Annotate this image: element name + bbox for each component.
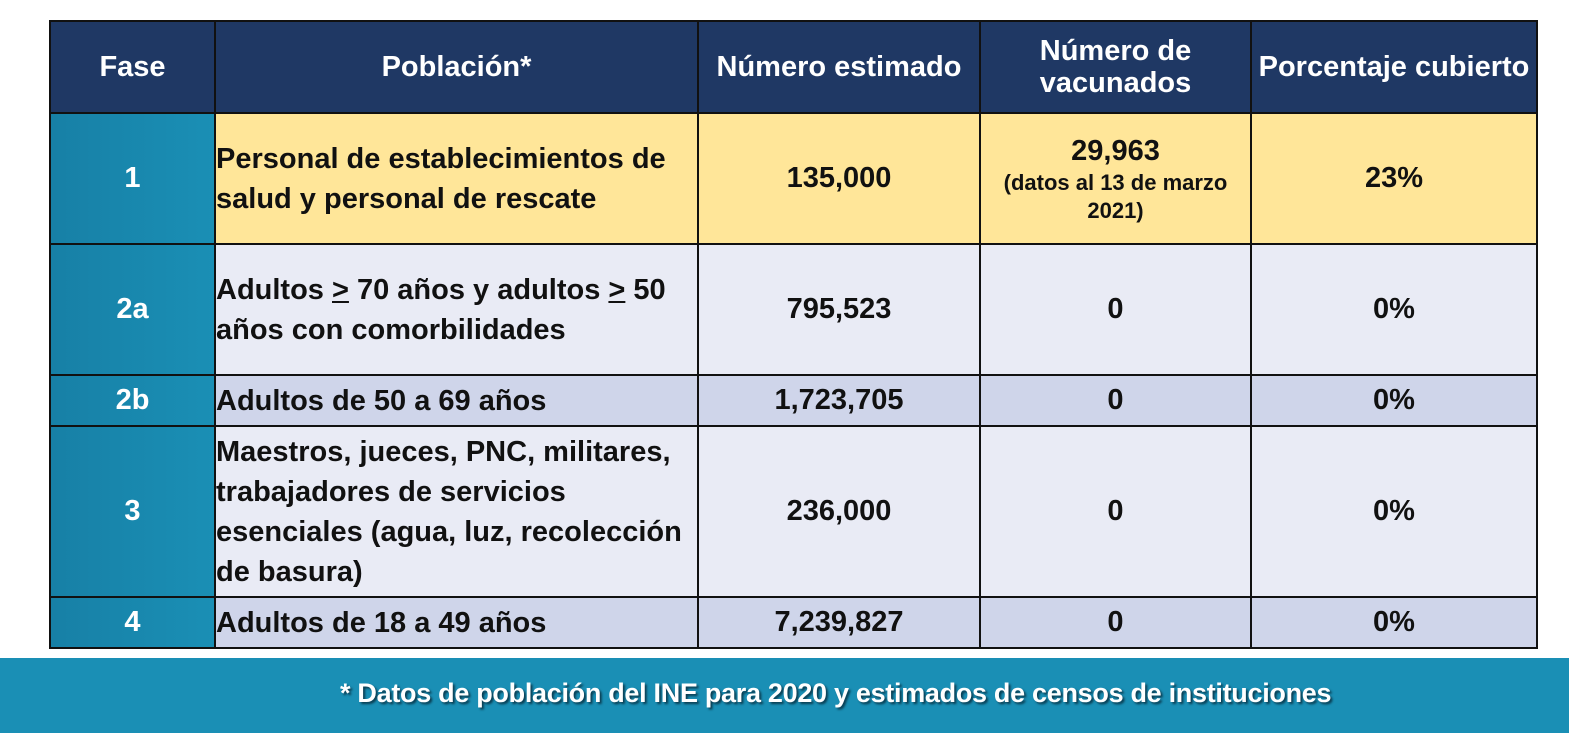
greater-equal-symbol: > bbox=[608, 273, 626, 306]
vacunados-date-note: (datos al 13 de marzo 2021) bbox=[1003, 169, 1228, 223]
header-numero-estimado: Número estimado bbox=[698, 21, 980, 113]
header-fase: Fase bbox=[50, 21, 215, 113]
vaccination-phases-table bbox=[49, 20, 1538, 649]
numero-estimado-cell: 135,000 bbox=[698, 113, 980, 244]
porcentaje-cell: 0% bbox=[1251, 597, 1537, 648]
fase-cell: 2a bbox=[50, 244, 215, 375]
fase-cell: 1 bbox=[50, 113, 215, 244]
numero-vacunados-cell bbox=[980, 113, 1251, 244]
table-row bbox=[50, 113, 1537, 244]
footer-bar bbox=[0, 658, 1569, 733]
porcentaje-cell: 23% bbox=[1251, 113, 1537, 244]
header-porcentaje-cubierto: Porcentaje cubierto bbox=[1251, 21, 1537, 113]
table-row bbox=[50, 597, 1537, 648]
vacunados-value: 29,963 bbox=[1071, 134, 1160, 167]
fase-cell: 3 bbox=[50, 426, 215, 597]
numero-vacunados-cell: 0 bbox=[980, 244, 1251, 375]
header-numero-vacunados: Número de vacunados bbox=[980, 21, 1251, 113]
porcentaje-cell: 0% bbox=[1251, 426, 1537, 597]
numero-estimado-cell: 795,523 bbox=[698, 244, 980, 375]
numero-vacunados-cell: 0 bbox=[980, 375, 1251, 426]
table-header-row bbox=[50, 21, 1537, 113]
poblacion-cell: Maestros, jueces, PNC, militares, trabajadores de servicios esenciales (agua, luz, recolección de basura) bbox=[215, 426, 698, 597]
porcentaje-cell: 0% bbox=[1251, 244, 1537, 375]
fase-cell: 4 bbox=[50, 597, 215, 648]
footer-note: * Datos de población del INE para 2020 y estimados de censos de instituciones bbox=[340, 678, 1332, 708]
table-row bbox=[50, 426, 1537, 597]
poblacion-text: 50 años con comorbilidades bbox=[216, 273, 666, 346]
poblacion-text: Adultos bbox=[216, 273, 332, 306]
porcentaje-cell: 0% bbox=[1251, 375, 1537, 426]
numero-vacunados-cell: 0 bbox=[980, 426, 1251, 597]
numero-estimado-cell: 236,000 bbox=[698, 426, 980, 597]
table-row bbox=[50, 244, 1537, 375]
greater-equal-symbol: > bbox=[332, 273, 349, 306]
poblacion-cell: Personal de establecimientos de salud y personal de rescate bbox=[215, 113, 698, 244]
numero-estimado-cell: 1,723,705 bbox=[698, 375, 980, 426]
fase-cell: 2b bbox=[50, 375, 215, 426]
header-poblacion: Población* bbox=[215, 21, 698, 113]
numero-estimado-cell: 7,239,827 bbox=[698, 597, 980, 648]
table-row bbox=[50, 375, 1537, 426]
poblacion-cell bbox=[215, 244, 698, 375]
numero-vacunados-cell: 0 bbox=[980, 597, 1251, 648]
poblacion-cell: Adultos de 50 a 69 años bbox=[215, 375, 698, 426]
poblacion-text: 70 años y adultos bbox=[348, 273, 609, 306]
poblacion-cell: Adultos de 18 a 49 años bbox=[215, 597, 698, 648]
